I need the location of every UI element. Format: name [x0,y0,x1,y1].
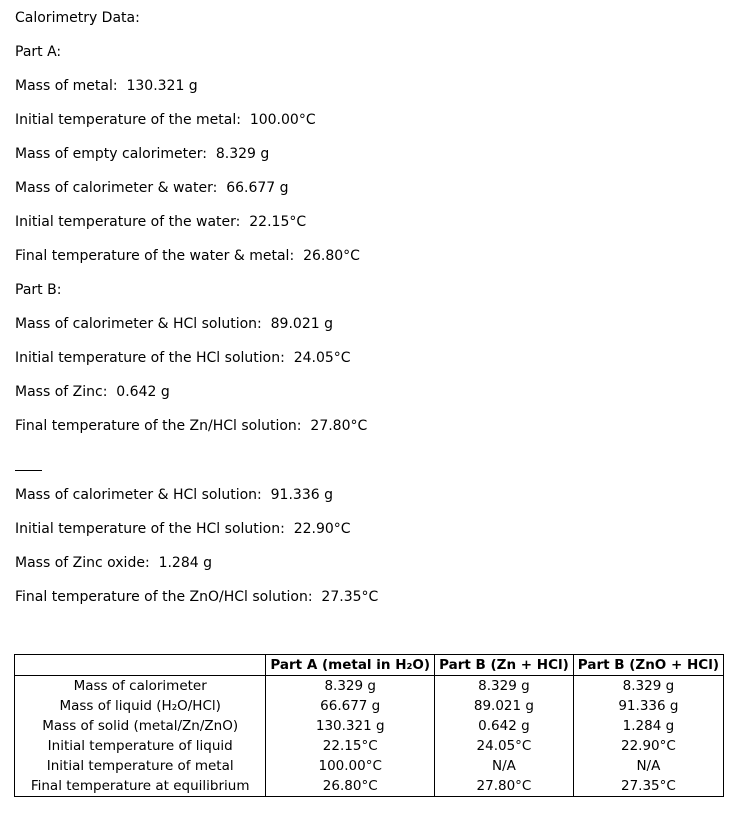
table-header-blank [15,655,266,676]
table-header-part-b-zno: Part B (ZnO + HCl) [573,655,723,676]
zno-initial-temp-hcl-line: Initial temperature of the HCl solution: 22.90°C [15,521,351,537]
cell-part-b-zn: 24.05°C [435,736,574,756]
cell-part-a: 26.80°C [266,776,435,797]
table-row [15,696,724,716]
row-label: Final temperature at equilibrium [15,776,266,797]
row-label: Mass of calorimeter [15,676,266,697]
cell-part-b-zn: 8.329 g [435,676,574,697]
cell-part-a: 8.329 g [266,676,435,697]
part-b-label: Part B: [15,282,62,298]
cell-part-b-zn: 0.642 g [435,716,574,736]
cell-part-b-zno: 27.35°C [573,776,723,797]
cell-part-b-zno: 8.329 g [573,676,723,697]
row-label: Mass of solid (metal/Zn/ZnO) [15,716,266,736]
final-temp-zno-hcl-line: Final temperature of the ZnO/HCl solution: 27.35°C [15,589,379,605]
document-heading: Calorimetry Data: [15,10,140,26]
mass-empty-calorimeter-line: Mass of empty calorimeter: 8.329 g [15,146,270,162]
mass-zinc-oxide-line: Mass of Zinc oxide: 1.284 g [15,555,212,571]
separator-rule [15,470,42,471]
table-row [15,736,724,756]
part-a-label: Part A: [15,44,62,60]
final-temp-water-metal-line: Final temperature of the water & metal: 26.80°C [15,248,360,264]
initial-temp-water-line: Initial temperature of the water: 22.15°C [15,214,307,230]
calorimetry-summary-table [14,654,724,797]
table-header-row [15,655,724,676]
mass-of-metal-line: Mass of metal: 130.321 g [15,78,198,94]
table-row [15,716,724,736]
zn-mass-calorimeter-hcl-line: Mass of calorimeter & HCl solution: 89.021 g [15,316,333,332]
cell-part-b-zn: N/A [435,756,574,776]
cell-part-b-zn: 27.80°C [435,776,574,797]
initial-temp-metal-line: Initial temperature of the metal: 100.00°C [15,112,316,128]
cell-part-b-zno: N/A [573,756,723,776]
cell-part-b-zno: 22.90°C [573,736,723,756]
mass-calorimeter-water-line: Mass of calorimeter & water: 66.677 g [15,180,289,196]
table-header-part-a: Part A (metal in H₂O) [266,655,435,676]
row-label: Mass of liquid (H₂O/HCl) [15,696,266,716]
row-label: Initial temperature of metal [15,756,266,776]
cell-part-b-zno: 91.336 g [573,696,723,716]
zno-mass-calorimeter-hcl-line: Mass of calorimeter & HCl solution: 91.336 g [15,487,333,503]
final-temp-zn-hcl-line: Final temperature of the Zn/HCl solution: 27.80°C [15,418,368,434]
cell-part-a: 130.321 g [266,716,435,736]
cell-part-a: 22.15°C [266,736,435,756]
mass-zinc-line: Mass of Zinc: 0.642 g [15,384,170,400]
table-row [15,756,724,776]
table-row [15,776,724,797]
table-header-part-b-zn: Part B (Zn + HCl) [435,655,574,676]
cell-part-b-zn: 89.021 g [435,696,574,716]
row-label: Initial temperature of liquid [15,736,266,756]
cell-part-b-zno: 1.284 g [573,716,723,736]
cell-part-a: 100.00°C [266,756,435,776]
cell-part-a: 66.677 g [266,696,435,716]
table-row [15,676,724,697]
zn-initial-temp-hcl-line: Initial temperature of the HCl solution: 24.05°C [15,350,351,366]
